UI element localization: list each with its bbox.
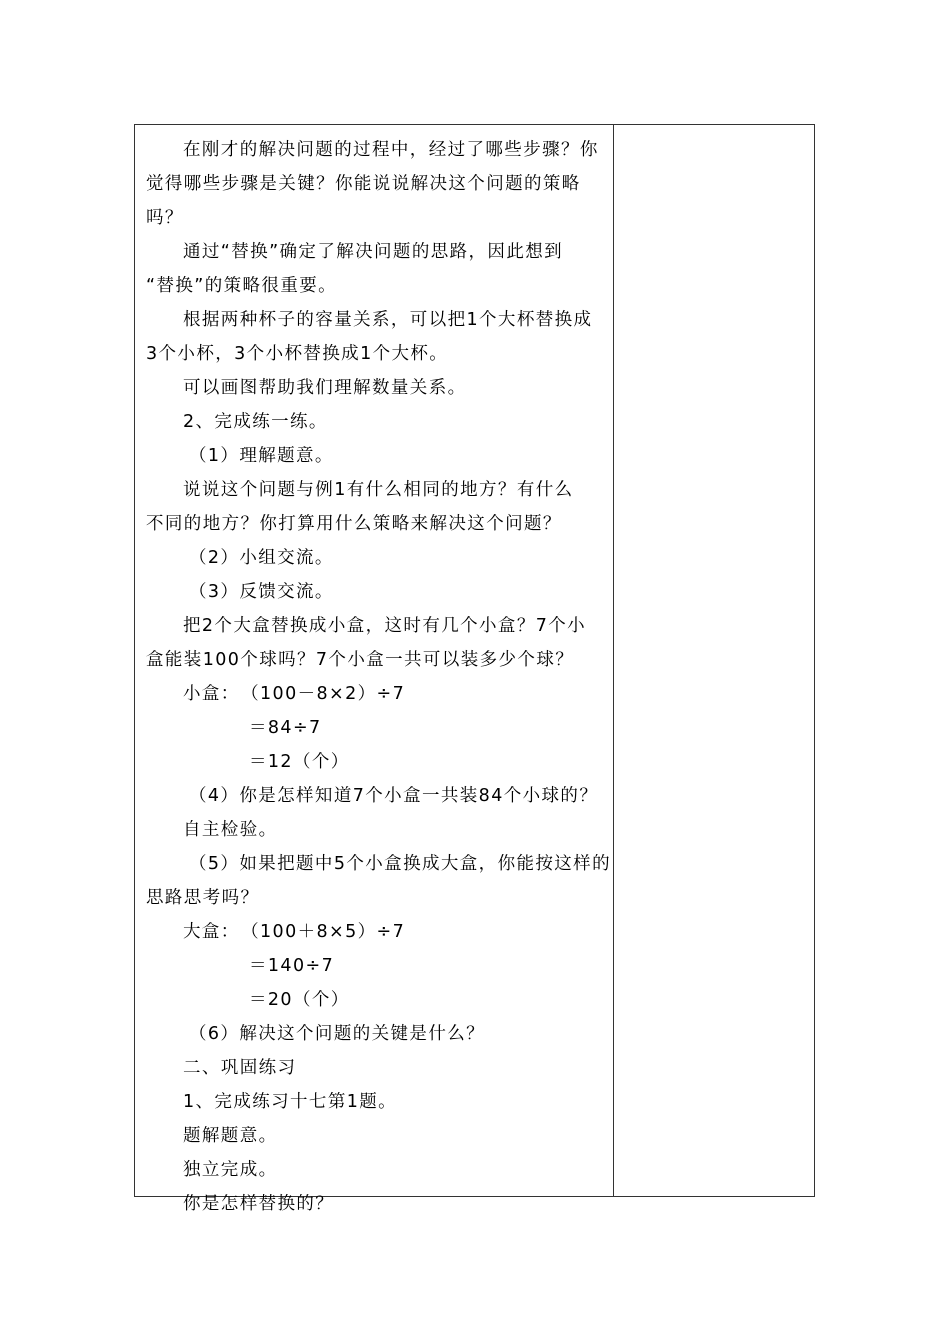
text-line: 二、巩固练习	[183, 1058, 297, 1078]
column-divider	[613, 124, 614, 1197]
text-line: 3个小杯，3个小杯替换成1个大杯。	[146, 344, 449, 364]
text-line: 盒能装100个球吗？7个小盒一共可以装多少个球？	[146, 650, 575, 670]
text-line: 根据两种杯子的容量关系，可以把1个大杯替换成	[183, 310, 593, 330]
text-line: （3）反馈交流。	[189, 582, 334, 602]
text-line: ＝12（个）	[249, 752, 350, 772]
text-line: 大盒： （100＋8×5）÷7	[183, 922, 406, 942]
text-line: 可以画图帮助我们理解数量关系。	[183, 378, 467, 398]
text-line: 思路思考吗？	[146, 888, 260, 908]
text-line: 小盒： （100－8×2）÷7	[183, 684, 406, 704]
text-line: （2）小组交流。	[189, 548, 334, 568]
text-line: 吗？	[146, 208, 184, 228]
text-line: 觉得哪些步骤是关键？你能说说解决这个问题的策略	[146, 174, 581, 194]
text-line: 通过“替换”确定了解决问题的思路，因此想到	[183, 242, 564, 262]
text-line: 你是怎样替换的？	[183, 1194, 335, 1214]
text-line: “替换”的策略很重要。	[146, 276, 338, 296]
text-line: 1、完成练习十七第1题。	[183, 1092, 398, 1112]
text-line: 题解题意。	[183, 1126, 278, 1146]
text-line: 自主检验。	[183, 820, 278, 840]
text-line: 说说这个问题与例1有什么相同的地方？有什么	[183, 480, 574, 500]
text-line: ＝84÷7	[249, 718, 322, 738]
lesson-content	[146, 133, 611, 1221]
text-line: 在刚才的解决问题的过程中，经过了哪些步骤？你	[183, 140, 599, 160]
text-line: （5）如果把题中5个小盒换成大盒，你能按这样的	[189, 854, 611, 874]
text-line: （1）理解题意。	[189, 446, 334, 466]
text-line: 不同的地方？你打算用什么策略来解决这个问题？	[146, 514, 562, 534]
text-line: 2、完成练一练。	[183, 412, 328, 432]
text-line: （6）解决这个问题的关键是什么？	[189, 1024, 486, 1044]
text-line: ＝140÷7	[249, 956, 335, 976]
text-line: 独立完成。	[183, 1160, 278, 1180]
text-line: ＝20（个）	[249, 990, 350, 1010]
text-line: 把2个大盒替换成小盒，这时有几个小盒？7个小	[183, 616, 587, 636]
notes-cell	[615, 126, 813, 1195]
text-line: （4）你是怎样知道7个小盒一共装84个小球的？	[189, 786, 599, 806]
